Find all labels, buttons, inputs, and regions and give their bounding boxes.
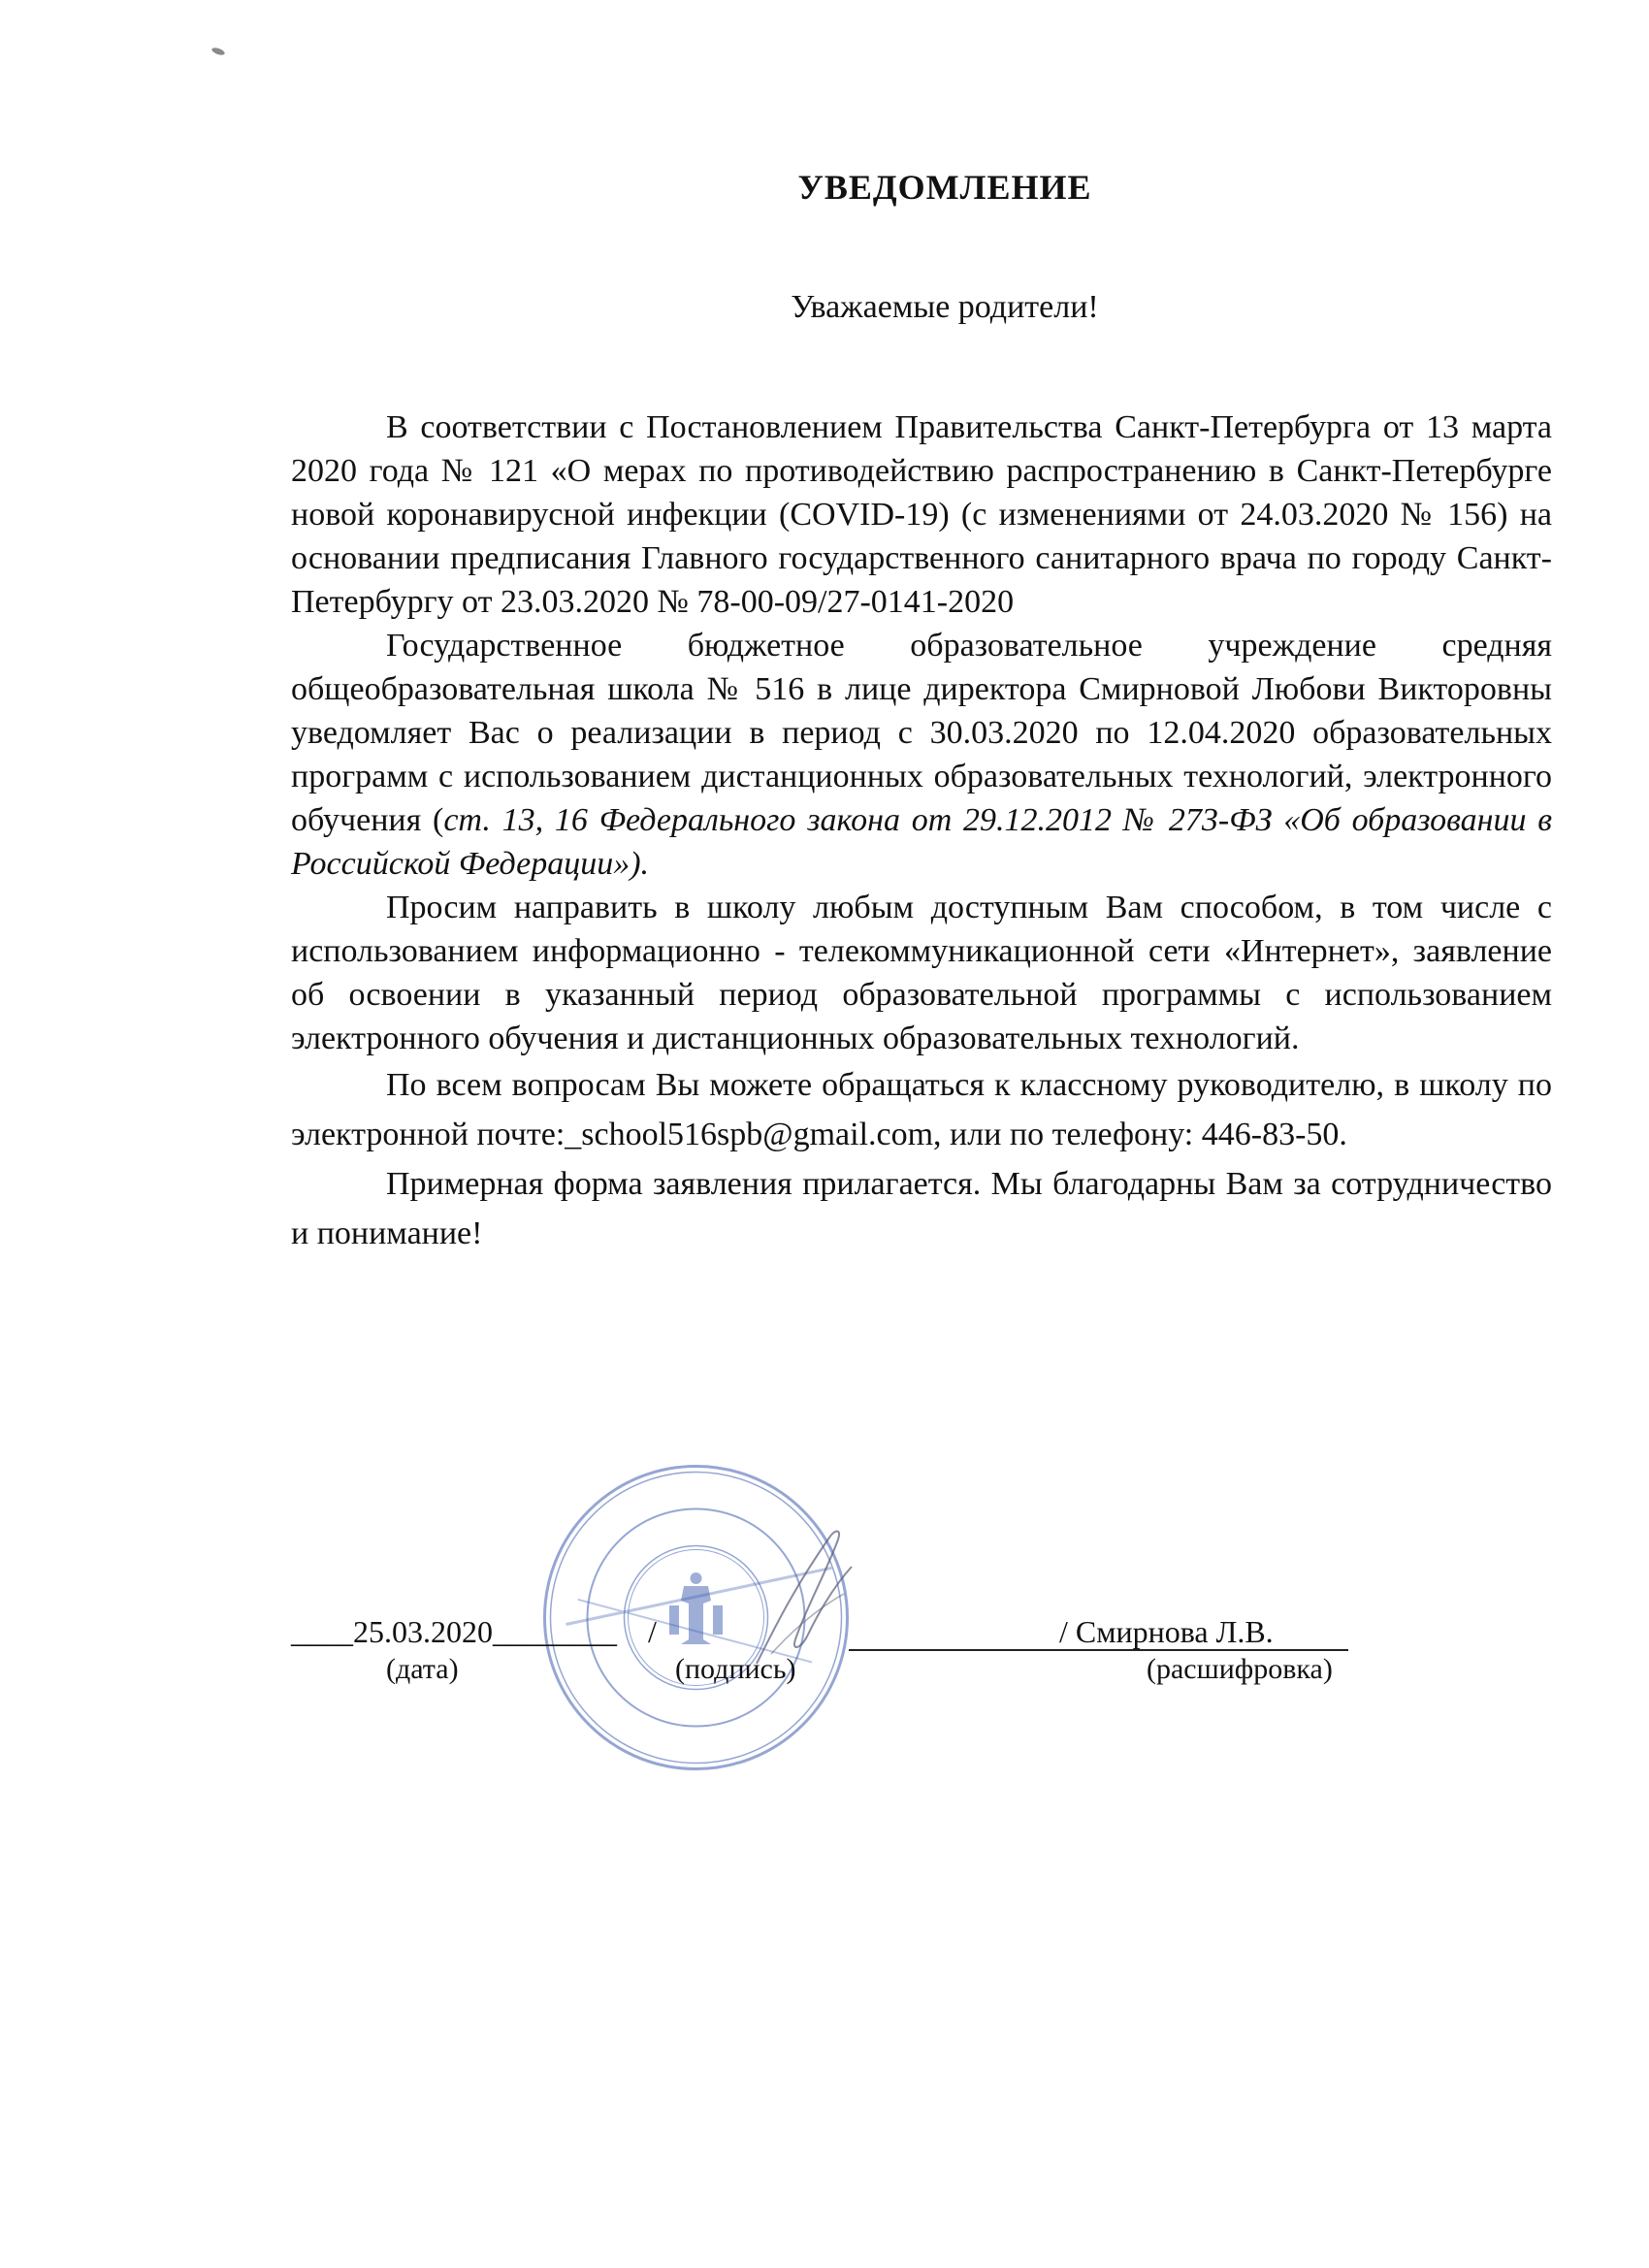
law-reference: ст. 13, 16 Федерального закона от 29.12.2012 № 273-ФЗ «Об образовании в Российской Федерации»). [291,802,1553,882]
caption-date: (дата) [386,1653,459,1685]
signature-captions [291,1653,1377,1692]
paragraph-notification [291,624,1552,886]
paragraph-notification-text: Государственное бюджетное образовательное учреждение средняя общеобразовательная школа № 516 в лице директора Смирновой Любови Викторовны уведомляет Вас о реализации в период с 30.03.2020 по 12.04.2020 образовательных программ с использованием дистанционных образовательных технологий, электронного обучения ( [291,628,1552,838]
paragraph-request: Просим направить в школу любым доступным Вам способом, в том числе с использованием информационно - телекоммуникационной сети «Интернет», заявление об освоении в указанный период образовательной программы с использованием электронного обучения и дистанционных образовательных технологий. [291,890,1552,1056]
paragraph-legal-basis: В соответствии с Постановлением Правительства Санкт-Петербурга от 13 марта 2020 года № 121 «О мерах по противодействию распространению в Санкт-Петербурге новой коронавирусной инфекции (COVID-19) (с изменениями от 24.03.2020 № 156) на основании предписания Главного государственного санитарного врача по городу Санкт-Петербургу от 23.03.2020 № 78-00-09/27-0141-2020 [291,409,1552,620]
greeting: Уважаемые родители! [791,289,1099,325]
signature-line [291,1614,1377,1653]
sign-separator: / [648,1614,657,1649]
scan-speck [210,47,225,56]
caption-decode: (расшифровка) [1147,1653,1333,1685]
sign-date: ____25.03.2020________ [291,1614,617,1649]
document-title: УВЕДОМЛЕНИЕ [797,168,1092,207]
paragraph-closing: Примерная форма заявления прилагается. Мы благодарны Вам за сотрудничество и понимание! [291,1166,1552,1251]
document-body [291,405,1552,1258]
caption-signature: (подпись) [675,1653,796,1685]
signer-name: / Смирнова Л.В. [1059,1614,1274,1649]
paragraph-contacts: По всем вопросам Вы можете обращаться к классному руководителю, в школу по электронной почте:_school516spb@gmail.com, или по телефону: 446-83-50. [291,1067,1552,1152]
